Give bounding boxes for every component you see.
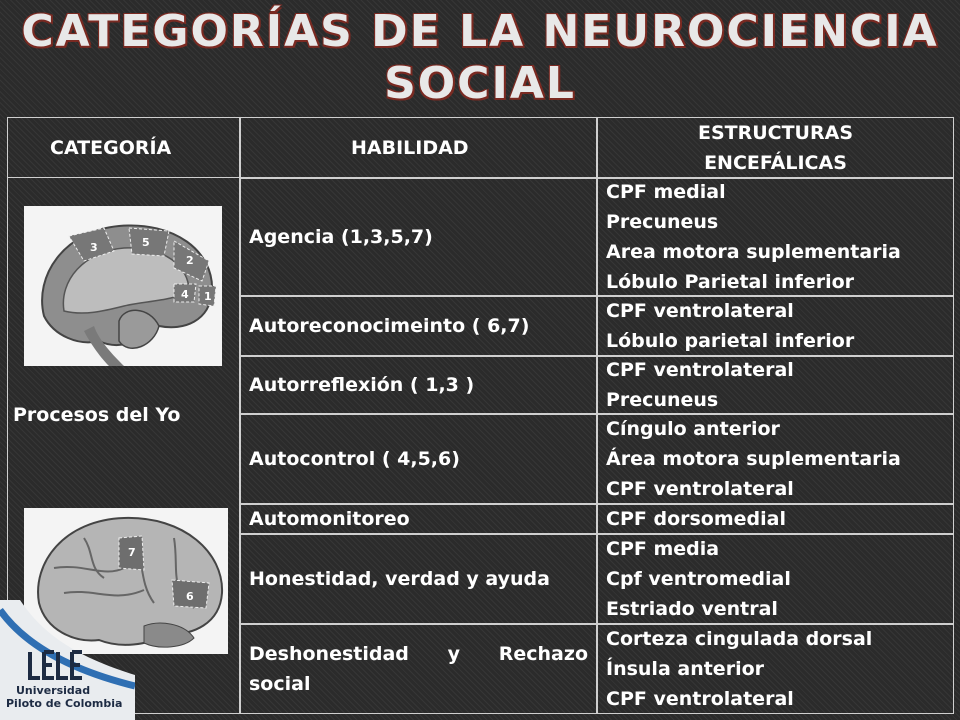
- habilidad-text: Agencia (1,3,5,7): [249, 226, 433, 248]
- category-label: Procesos del Yo: [13, 404, 181, 426]
- row-habilidad-1: [240, 178, 597, 296]
- data-table: [7, 117, 954, 714]
- brain-area-label: 1: [204, 290, 212, 303]
- estructura-item: Estriado ventral: [606, 598, 778, 620]
- brain-medial-image: [24, 206, 222, 366]
- estructura-item: CPF ventrolateral: [606, 359, 794, 381]
- estructura-item: Precuneus: [606, 211, 719, 233]
- estructura-item: Area motora suplementaria: [606, 241, 901, 263]
- row-habilidad-5: [240, 504, 597, 534]
- title-line-1: CATEGORÍAS DE LA NEUROCIENCIA: [21, 6, 939, 57]
- estructura-item: Corteza cingulada dorsal: [606, 628, 873, 650]
- estructura-item: CPF media: [606, 538, 720, 560]
- estructura-item: CPF dorsomedial: [606, 508, 786, 530]
- brain-area-label: 6: [186, 590, 194, 603]
- row-estructuras-3: [597, 356, 954, 414]
- estructura-item: Área motora suplementaria: [606, 448, 901, 470]
- habilidad-text: Autocontrol ( 4,5,6): [249, 448, 460, 470]
- habilidad-text: Autoreconocimeinto ( 6,7): [249, 315, 530, 337]
- estructura-item: Ínsula anterior: [606, 658, 765, 680]
- estructura-item: Precuneus: [606, 389, 719, 411]
- slide-title: [0, 6, 960, 110]
- header-categoria-text: CATEGORÍA: [50, 136, 172, 159]
- estructura-item: CPF ventrolateral: [606, 478, 794, 500]
- header-estructuras: [597, 117, 954, 178]
- habilidad-text: Honestidad, verdad y ayuda: [249, 568, 550, 590]
- header-estructuras-line2: ENCEFÁLICAS: [704, 151, 847, 174]
- habilidad-text-line2: social: [249, 673, 311, 695]
- header-habilidad: [240, 117, 597, 178]
- estructura-item: CPF ventrolateral: [606, 688, 794, 710]
- habilidad-text: Automonitoreo: [249, 508, 410, 530]
- row-estructuras-5: [597, 504, 954, 534]
- header-habilidad-text: HABILIDAD: [351, 136, 469, 159]
- row-estructuras-4: [597, 414, 954, 504]
- habilidad-text: Autorreflexión ( 1,3 ): [249, 374, 475, 396]
- row-habilidad-4: [240, 414, 597, 504]
- header-estructuras-line1: ESTRUCTURAS: [697, 121, 854, 144]
- brain-area-label: 4: [181, 288, 189, 301]
- estructura-item: Lóbulo Parietal inferior: [606, 271, 855, 293]
- estructura-item: Cíngulo anterior: [606, 418, 780, 440]
- row-estructuras-2: [597, 296, 954, 356]
- row-estructuras-7: [597, 624, 954, 714]
- estructura-item: CPF ventrolateral: [606, 300, 794, 322]
- brain-area-label: 7: [128, 546, 136, 559]
- logo-line-2: Piloto de Colombia: [6, 697, 123, 710]
- university-logo: [0, 600, 135, 720]
- brain-area-label: 3: [90, 241, 98, 254]
- logo-line-1: Universidad: [16, 684, 91, 697]
- row-habilidad-6: [240, 534, 597, 624]
- estructura-item: Lóbulo parietal inferior: [606, 330, 855, 352]
- estructura-item: Cpf ventromedial: [606, 568, 791, 590]
- header-categoria: [7, 117, 240, 178]
- row-habilidad-3: [240, 356, 597, 414]
- brain-area-label: 5: [142, 236, 150, 249]
- row-estructuras-1: [597, 178, 954, 296]
- title-line-2: SOCIAL: [384, 58, 576, 109]
- brain-medial-drawing: [24, 206, 222, 366]
- habilidad-text-line1: Deshonestidad y Rechazo: [249, 643, 588, 665]
- brain-area-label: 2: [186, 254, 194, 267]
- row-habilidad-2: [240, 296, 597, 356]
- row-habilidad-7: [240, 624, 597, 714]
- estructura-item: CPF medial: [606, 181, 726, 203]
- row-estructuras-6: [597, 534, 954, 624]
- logo-mark-icon: [26, 650, 86, 682]
